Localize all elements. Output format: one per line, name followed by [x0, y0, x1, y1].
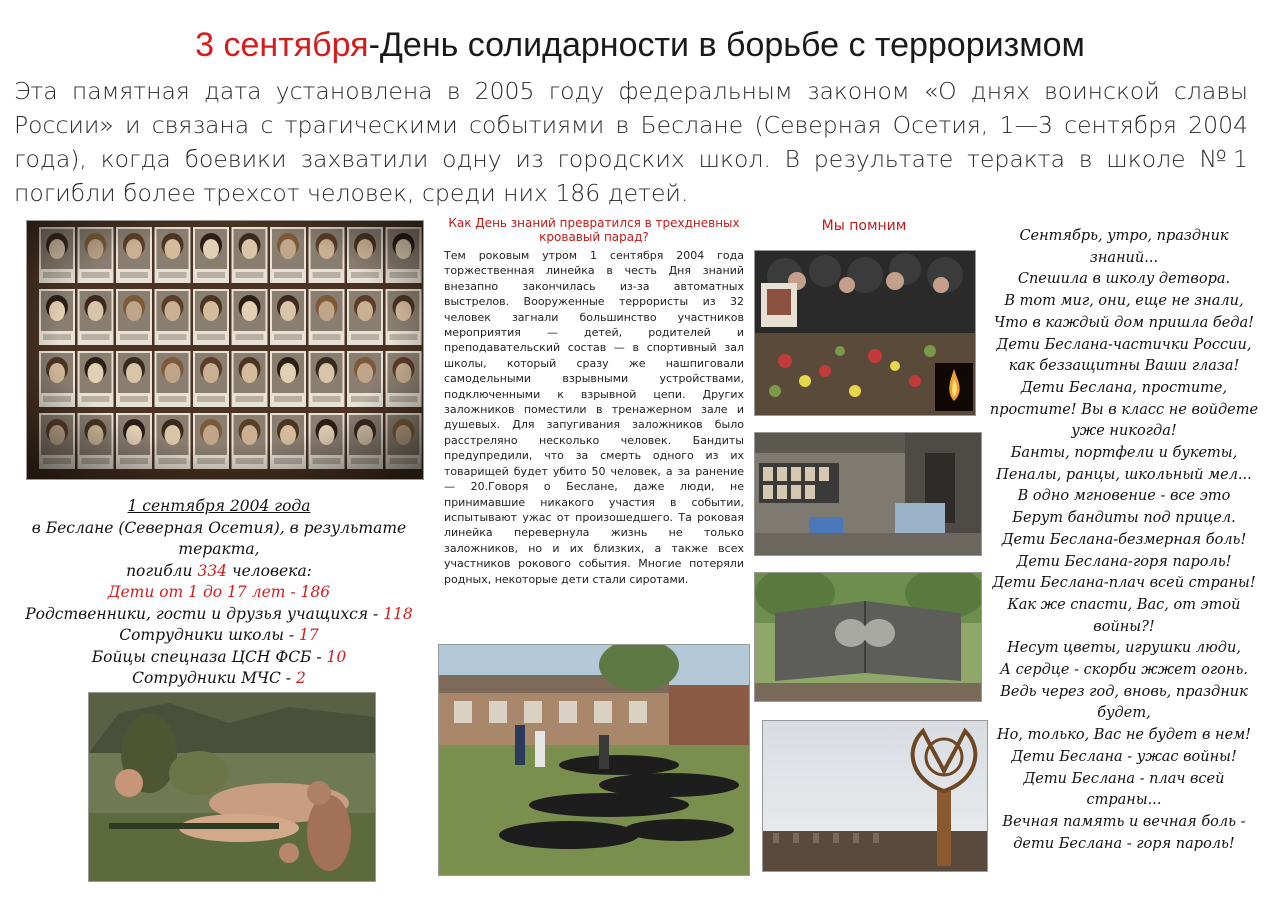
book-monument-photo	[754, 572, 982, 702]
casualty-item	[12, 625, 426, 647]
poem-line: Дети Беслана-горя пароль!	[1016, 553, 1232, 570]
page-title	[0, 22, 1280, 68]
poem-line: как беззащитны Ваши глаза!	[1008, 358, 1240, 375]
poem-line: Ведь через год, вновь, праздник будет,	[1000, 683, 1248, 722]
poem-line: Дети Беслана-частички России,	[996, 336, 1252, 353]
poem-line: В одно мгновение - все это	[1017, 488, 1231, 505]
title-rest: -День солидарности в борьбе с терроризмом	[368, 26, 1085, 64]
casualties-place: в Беслане (Северная Осетия), в результате теракта,	[31, 518, 407, 558]
school-yard-photo	[438, 644, 750, 876]
casualties-total-line	[12, 561, 426, 583]
poem-line: Вечная память и вечная боль - дети Беслана - горя пароль!	[1002, 813, 1246, 852]
poem-line: Как же спасти, Вас, от этой войны?!	[1007, 596, 1241, 635]
casualty-value: 2	[295, 669, 306, 687]
article-body: Тем роковым утром 1 сентября 2004 года торжественная линейка в честь Дня знаний внезапно закончилась из-за автоматных выстрелов. Вооруженные террористы из 32 человек загнали большинство участников мероприятия — детей, родителей и преподавательский состав — в спортивный зал школы, который сразу же нашпиговали самодельными взрывными устройствами, подключенными к взрывной цепи. Других заложников поместили в тренажерном зале и душевых. Для запугивания заложников было расстреляно несколько человек. Бандиты предупредили, что за смерть одного из их товарищей будет убито 50 человек, а за ранение — 20.Говоря о Беслане, даже люди, не принимавшие никакого участия в событии, испытывают ужас от произошедшего. Та роковая линейка перевернула жизнь не только заложников, но и их близких, а также всех участников рокового события. Многие потеряли родных, некоторые дети стали сиротами.	[444, 249, 744, 586]
casualty-item	[12, 668, 426, 690]
memorial-poem	[988, 226, 1260, 855]
title-date: 3 сентября	[195, 26, 369, 64]
poem-line: Но, только, Вас не будет в нем!	[997, 727, 1251, 744]
poem-line: Дети Беслана, простите, простите! Вы в класс не войдете уже никогда!	[989, 379, 1259, 440]
gym-memorial-photo	[754, 432, 982, 556]
casualty-item	[12, 647, 426, 669]
poem-line: Несут цветы, игрушки люди,	[1007, 640, 1241, 657]
memorial-heading: Мы помним	[821, 218, 907, 234]
casualty-item	[12, 604, 426, 626]
casualties-total-prefix: погибли	[126, 561, 198, 580]
rescue-scene-photo	[88, 692, 376, 882]
casualty-label: Дети от 1 до 17 лет -	[107, 583, 301, 601]
casualty-value: 17	[299, 626, 319, 644]
poem-line: Берут бандиты под прицел.	[1012, 510, 1236, 527]
poem-line: Дети Беслана - плач всей страны...	[1023, 770, 1225, 809]
poem-line: В тот миг, они, еще не знали,	[1004, 293, 1244, 310]
casualties-total: 334	[197, 561, 228, 580]
casualties-list	[12, 496, 426, 711]
poem-line: А сердце - скорби жжет огонь.	[1000, 662, 1248, 679]
poem-line: Сентябрь, утро, праздник знаний...	[1019, 228, 1229, 266]
portraits-wall-photo	[26, 220, 424, 480]
casualty-label: Сотрудники школы -	[119, 626, 300, 644]
tree-monument-photo	[762, 720, 988, 872]
casualty-value: 118	[383, 604, 413, 623]
poem-line: Пеналы, ранцы, школьный мел...	[996, 466, 1252, 483]
casualty-item	[12, 582, 426, 604]
intro-paragraph: Эта памятная дата установлена в 2005 году федеральным законом «О днях воинской славы России» и связана с трагическими событиями в Беслане (Северная Осетия, 1—3 сентября 2004 года), когда боевики захватили одну из городских школ. В результате теракта в школе №1 погибли более трехсот человек, среди них 186 детей.	[14, 77, 1248, 207]
poem-line: Дети Беслана - ужас войны!	[1011, 748, 1237, 765]
mourners-photo	[754, 250, 976, 416]
poem-line: Банты, портфели и букеты,	[1010, 445, 1238, 462]
casualties-total-suffix: человека:	[227, 561, 312, 580]
poem-line: Спешила в школу детвора.	[1017, 271, 1231, 288]
poem-line: Дети Беслана-плач всей страны!	[992, 575, 1256, 592]
poem-line: Дети Беслана-безмерная боль!	[1001, 531, 1247, 548]
article-heading: Как День знаний превратился в трехдневных кровавый парад?	[448, 216, 740, 244]
casualty-value: 10	[326, 647, 347, 666]
poem-line: Что в каждый дом пришла беда!	[994, 314, 1254, 331]
casualty-value: 186	[300, 583, 331, 601]
casualties-date: 1 сентября 2004 года	[127, 497, 311, 515]
casualty-label: Родственники, гости и друзья учащихся -	[25, 604, 384, 623]
casualty-label: Сотрудники МЧС -	[132, 669, 296, 687]
casualty-label: Бойцы спецназа ЦСН ФСБ -	[91, 647, 327, 666]
